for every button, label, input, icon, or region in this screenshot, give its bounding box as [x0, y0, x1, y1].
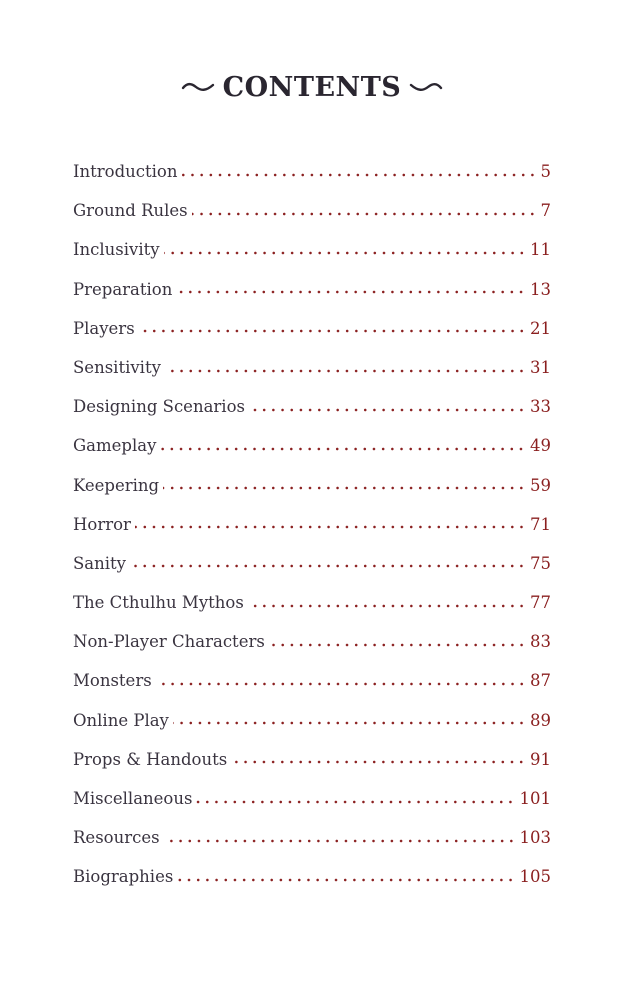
toc-entry-page-number: 75 — [530, 553, 551, 573]
dot-leader — [269, 643, 526, 647]
toc-entry[interactable] — [73, 701, 551, 740]
dot-leader — [196, 800, 515, 804]
toc-entry[interactable] — [73, 426, 551, 465]
toc-entry[interactable] — [73, 230, 551, 269]
dot-leader — [130, 564, 526, 568]
dot-leader — [248, 604, 526, 608]
toc-entry-label: Ground Rules — [73, 201, 188, 221]
toc-entry-label: Preparation — [73, 279, 173, 299]
toc-entry-label: Monsters — [73, 671, 152, 691]
right-swash-ornament — [409, 80, 443, 94]
toc-entry-label: Gameplay — [73, 436, 157, 456]
toc-entry[interactable] — [73, 309, 551, 348]
toc-entry-page-number: 49 — [530, 436, 551, 456]
toc-entry-page-number: 103 — [519, 828, 551, 848]
toc-entry-page-number: 89 — [530, 710, 551, 730]
dot-leader — [156, 682, 526, 686]
dot-leader — [192, 212, 537, 216]
toc-entry[interactable] — [73, 544, 551, 583]
toc-entry-label: Players — [73, 318, 135, 338]
toc-entry-page-number: 105 — [519, 867, 551, 887]
toc-entry[interactable] — [73, 818, 551, 857]
left-swash-ornament — [181, 80, 215, 94]
dot-leader — [160, 447, 526, 451]
toc-entry[interactable] — [73, 505, 551, 544]
toc-entry[interactable] — [73, 348, 551, 387]
toc-entry[interactable] — [73, 583, 551, 622]
table-of-contents — [73, 152, 551, 897]
toc-entry[interactable] — [73, 191, 551, 230]
toc-entry-page-number: 87 — [530, 671, 551, 691]
dot-leader — [173, 721, 526, 725]
dot-leader — [135, 525, 526, 529]
toc-entry-label: Resources — [73, 828, 160, 848]
toc-entry-page-number: 21 — [530, 318, 551, 338]
contents-heading — [0, 62, 624, 112]
dot-leader — [249, 408, 526, 412]
toc-entry-label: Designing Scenarios — [73, 397, 245, 417]
toc-entry[interactable] — [73, 387, 551, 426]
dot-leader — [165, 369, 526, 373]
toc-entry-label: Inclusivity — [73, 240, 160, 260]
toc-entry-label: Non-Player Characters — [73, 632, 265, 652]
toc-entry-page-number: 7 — [540, 201, 551, 221]
dot-leader — [182, 173, 537, 177]
toc-entry[interactable] — [73, 270, 551, 309]
toc-entry-page-number: 83 — [530, 632, 551, 652]
toc-entry-label: Horror — [73, 514, 131, 534]
toc-entry-page-number: 13 — [530, 279, 551, 299]
toc-entry-page-number: 31 — [530, 357, 551, 377]
toc-entry[interactable] — [73, 466, 551, 505]
toc-entry-label: Props & Handouts — [73, 749, 228, 769]
toc-entry-page-number: 101 — [519, 789, 551, 808]
toc-entry-label: Sensitivity — [73, 357, 161, 377]
toc-entry[interactable] — [73, 622, 551, 661]
page-title: CONTENTS — [222, 71, 402, 103]
toc-entry-page-number: 59 — [530, 475, 551, 495]
dot-leader — [139, 329, 526, 333]
toc-entry-page-number: 71 — [530, 514, 551, 534]
toc-entry-label: Keepering — [73, 475, 160, 495]
toc-entry[interactable] — [73, 779, 551, 818]
toc-entry-page-number: 77 — [530, 593, 551, 613]
toc-entry[interactable] — [73, 152, 551, 191]
dot-leader — [231, 760, 526, 764]
toc-entry-label: Miscellaneous — [73, 789, 193, 808]
dot-leader — [176, 290, 526, 294]
toc-entry-label: Sanity — [73, 553, 126, 573]
dot-leader — [164, 251, 526, 255]
toc-entry-page-number: 33 — [530, 397, 551, 417]
toc-entry[interactable] — [73, 857, 551, 896]
toc-entry-label: Online Play — [73, 710, 169, 730]
toc-entry-page-number: 5 — [540, 162, 551, 181]
dot-leader — [164, 839, 516, 843]
toc-entry-label: The Cthulhu Mythos — [73, 593, 244, 613]
toc-entry-page-number: 11 — [530, 240, 551, 260]
toc-entry-page-number: 91 — [530, 749, 551, 769]
toc-entry-label: Biographies — [73, 867, 174, 887]
dot-leader — [177, 878, 515, 882]
toc-entry-label: Introduction — [73, 162, 178, 181]
toc-entry[interactable] — [73, 661, 551, 700]
dot-leader — [163, 486, 526, 490]
toc-entry[interactable] — [73, 740, 551, 779]
